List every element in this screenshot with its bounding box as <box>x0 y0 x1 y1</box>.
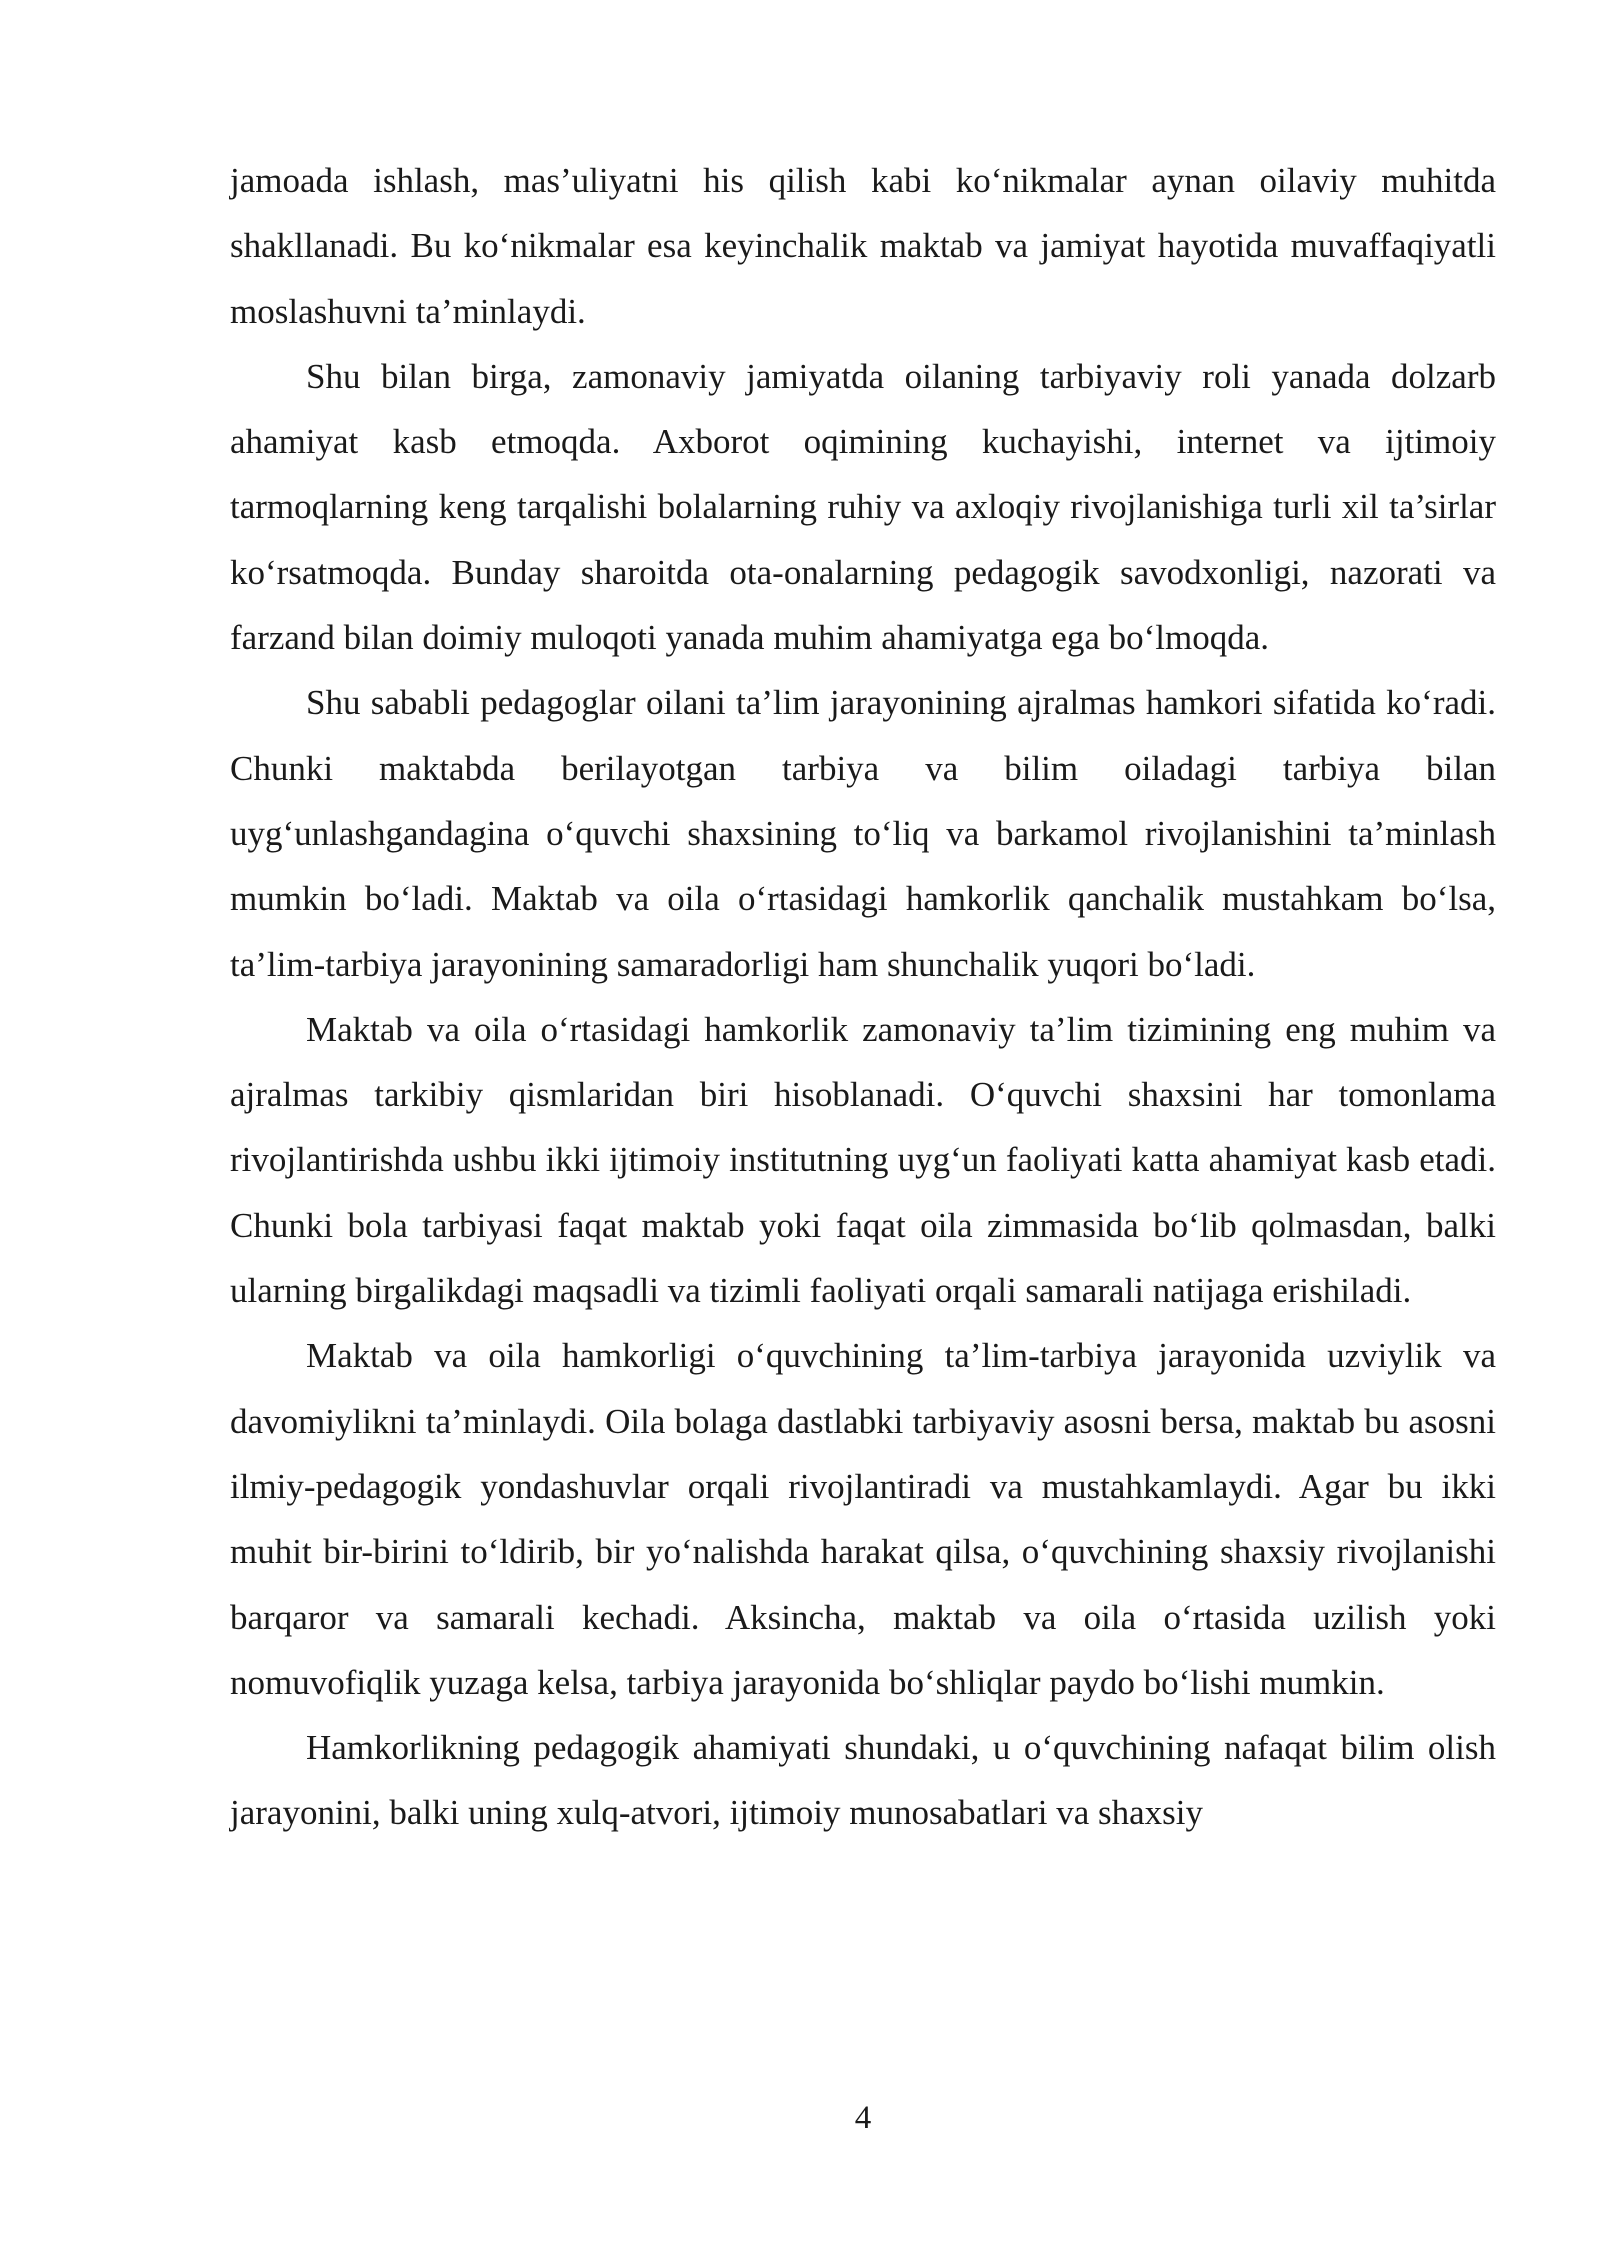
document-page-body <box>230 148 1496 1846</box>
page-number: 4 <box>854 2100 872 2136</box>
paragraph: Shu bilan birga, zamonaviy jamiyatda oilaning tarbiyaviy roli yanada dolzarb ahamiyat kasb etmoqda. Axborot oqimining kuchayishi, internet va ijtimoiy tarmoqlarning keng tarqalishi bolalarning ruhiy va axloqiy rivojlanishiga turli xil ta’sirlar ko‘rsatmoqda. Bunday sharoitda ota-onalarning pedagogik savodxonligi, nazorati va farzand bilan doimiy muloqoti yanada muhim ahamiyatga ega bo‘lmoqda. <box>230 356 1496 658</box>
paragraph-continues-next-page: Hamkorlikning pedagogik ahamiyati shundaki, u o‘quvchining nafaqat bilim olish jarayonini, balki uning xulq-atvori, ijtimoiy munosabatlari va shaxsiy <box>230 1728 1496 1833</box>
paragraph: Shu sababli pedagoglar oilani ta’lim jarayonining ajralmas hamkori sifatida ko‘radi. Chunki maktabda berilayotgan tarbiya va bilim oiladagi tarbiya bilan uyg‘unlashgandagina o‘quvchi shaxsining to‘liq va barkamol rivojlanishini ta’minlash mumkin bo‘ladi. Maktab va oila o‘rtasidagi hamkorlik qanchalik mustahkam bo‘lsa, ta’lim-tarbiya jarayonining samaradorligi ham shunchalik yuqori bo‘ladi. <box>230 683 1496 984</box>
paragraph-continuation: jamoada ishlash, mas’uliyatni his qilish kabi ko‘nikmalar aynan oilaviy muhitda shakllanadi. Bu ko‘nikmalar esa keyinchalik maktab va jamiyat hayotida muvaffaqiyatli moslashuvni ta’minlaydi. <box>230 161 1496 331</box>
paragraph: Maktab va oila hamkorligi o‘quvchining ta’lim-tarbiya jarayonida uzviylik va davomiylikni ta’minlaydi. Oila bolaga dastlabki tarbiyaviy asosni bersa, maktab bu asosni ilmiy-pedagogik yondashuvlar orqali rivojlantiradi va mustahkamlaydi. Agar bu ikki muhit bir-birini to‘ldirib, bir yo‘nalishda harakat qilsa, o‘quvchining shaxsiy rivojlanishi barqaror va samarali kechadi. Aksincha, maktab va oila o‘rtasida uzilish yoki nomuvofiqlik yuzaga kelsa, tarbiya jarayonida bo‘shliqlar paydo bo‘lishi mumkin. <box>230 1336 1496 1702</box>
paragraph: Maktab va oila o‘rtasidagi hamkorlik zamonaviy ta’lim tizimining eng muhim va ajralmas tarkibiy qismlaridan biri hisoblanadi. O‘quvchi shaxsini har tomonlama rivojlantirishda ushbu ikki ijtimoiy institutning uyg‘un faoliyati katta ahamiyat kasb etadi. Chunki bola tarbiyasi faqat maktab yoki faqat oila zimmasida bo‘lib qolmasdan, balki ularning birgalikdagi maqsadli va tizimli faoliyati orqali samarali natijaga erishiladi. <box>230 1009 1496 1311</box>
